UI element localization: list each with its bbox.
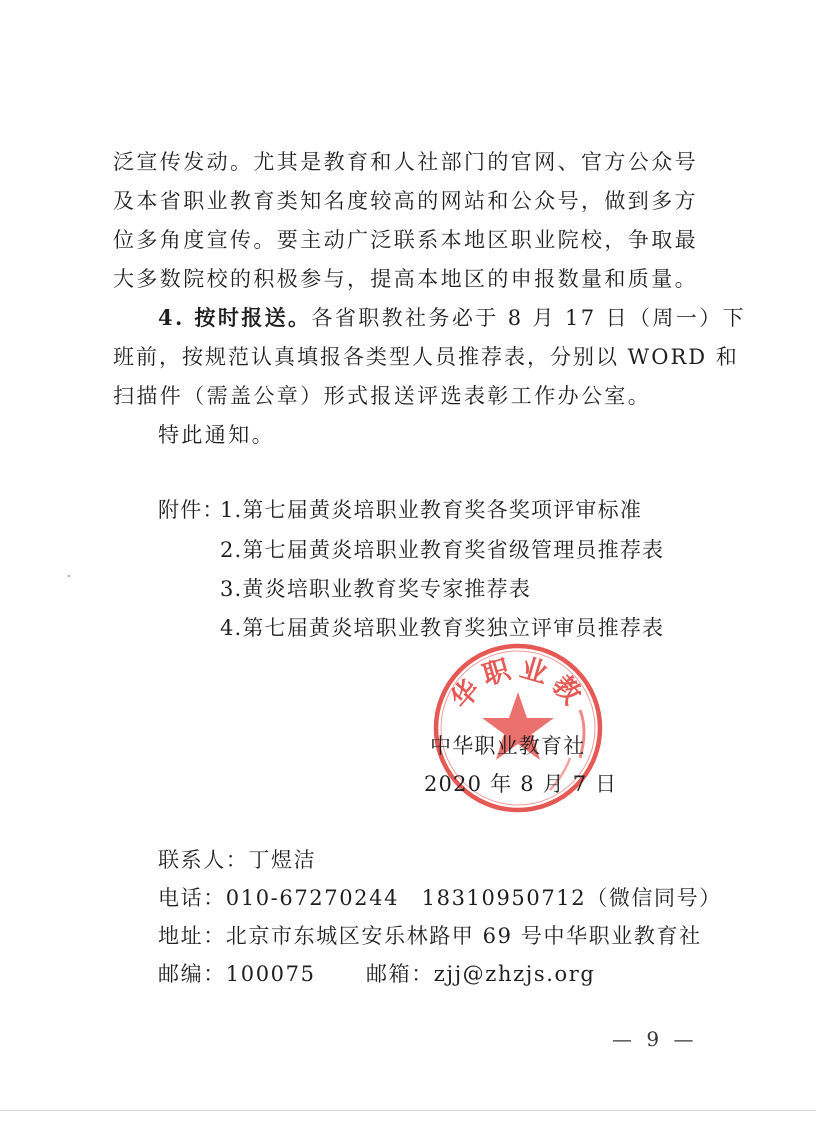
scan-speck bbox=[68, 575, 70, 577]
contact-address: 地址：北京市东城区安乐林路甲 69 号中华职业教育社 bbox=[158, 924, 702, 948]
contact-person: 联系人：丁煜洁 bbox=[158, 848, 317, 872]
attachment-item-3: 3.黄炎培职业教育奖专家推荐表 bbox=[220, 577, 532, 601]
body-line-3: 位多角度宣传。要主动广泛联系本地区职业院校，争取最 bbox=[113, 228, 698, 252]
body-line-2: 及本省职业教育类知名度较高的网站和公众号，做到多方 bbox=[113, 189, 698, 213]
item4-line-2: 班前，按规范认真填报各类型人员推荐表，分别以 WORD 和 bbox=[113, 345, 739, 369]
body-line-1: 泛宣传发动。尤其是教育和人社部门的官网、官方公众号 bbox=[113, 150, 698, 174]
attachment-item-2: 2.第七届黄炎培职业教育奖省级管理员推荐表 bbox=[220, 538, 665, 562]
item4-line-3: 扫描件（需盖公章）形式报送评选表彰工作办公室。 bbox=[113, 384, 652, 408]
item4-line-1-rest: 各省职教社务必于 8 月 17 日（周一）下 bbox=[311, 306, 747, 330]
item4-line-1 bbox=[158, 304, 746, 332]
attachment-item-4: 4.第七届黄炎培职业教育奖独立评审员推荐表 bbox=[220, 616, 665, 640]
attachment-item-1: 1.第七届黄炎培职业教育奖各奖项评审标准 bbox=[220, 498, 643, 522]
closing-text: 特此通知。 bbox=[158, 423, 275, 447]
item4-heading: 4. 按时报送。 bbox=[158, 305, 312, 330]
scan-edge-line bbox=[0, 1110, 816, 1111]
body-line-4: 大多数院校的积极参与，提高本地区的申报数量和质量。 bbox=[113, 267, 698, 291]
contact-email: 邮箱：zjj@zhzjs.org bbox=[366, 962, 596, 986]
attachments-label: 附件： bbox=[158, 498, 225, 522]
contact-phone: 电话：010-67270244 18310950712（微信同号） bbox=[158, 886, 722, 910]
contact-postcode: 邮编：100075 bbox=[158, 962, 316, 986]
page-number: — 9 — bbox=[612, 1027, 698, 1051]
seal-text: 华职业教 bbox=[445, 652, 591, 715]
signature-date: 2020 年 8 月 7 日 bbox=[424, 772, 618, 796]
signature-org: 中华职业教育社 bbox=[430, 734, 586, 758]
